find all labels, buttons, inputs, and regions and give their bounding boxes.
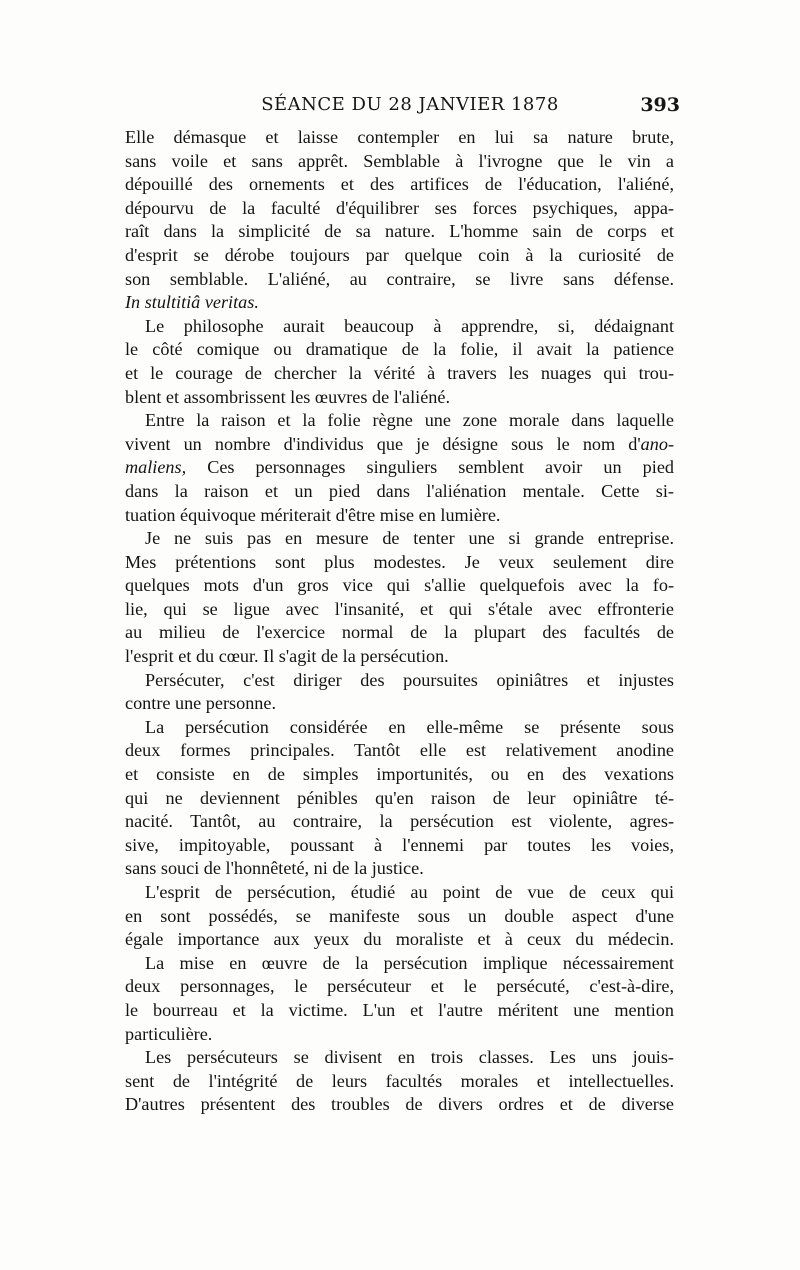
text-line — [125, 220, 674, 244]
text-run: tuation équivoque mériterait d'être mise en lumière. — [125, 504, 501, 525]
text-run: lie, qui se ligue avec l'insanité, et qui s'étale avec effronterie — [125, 598, 674, 619]
text-run: contre une personne. — [125, 693, 276, 714]
text-run: sive, impitoyable, poussant à l'ennemi par toutes les voies, — [125, 834, 674, 855]
text-run: et le courage de chercher la vérité à travers les nuages qui trou- — [125, 362, 674, 383]
running-title: SÉANCE DU 28 JANVIER 1878 — [261, 94, 559, 115]
running-head — [120, 94, 680, 124]
text-line — [125, 1093, 674, 1117]
text-run: le bourreau et la victime. L'un et l'autre méritent une mention — [125, 999, 674, 1020]
text-line — [125, 645, 674, 669]
text-run: en sont possédés, se manifeste sous un double aspect d'une — [125, 905, 674, 926]
text-run: Entre la raison et la folie règne une zone morale dans laquelle — [145, 410, 674, 431]
text-run: La persécution considérée en elle-même se présente sous — [145, 716, 674, 737]
text-line — [125, 952, 674, 976]
text-run: deux formes principales. Tantôt elle est relativement anodine — [125, 740, 674, 761]
text-line — [125, 150, 674, 174]
text-line — [125, 480, 674, 504]
text-run: sans souci de l'honnêteté, ni de la justice. — [125, 858, 424, 879]
text-line — [125, 763, 674, 787]
text-line — [125, 857, 674, 881]
text-run: dépourvu de la faculté d'équilibrer ses forces psychiques, appa- — [125, 197, 674, 218]
text-run: raît dans la simplicité de sa nature. L'homme sain de corps et — [125, 221, 674, 242]
text-run: quelques mots d'un gros vice qui s'allie quelquefois avec la fo- — [125, 575, 674, 596]
text-line — [125, 716, 674, 740]
text-line — [125, 315, 674, 339]
text-line — [125, 881, 674, 905]
text-run: Elle démasque et laisse contempler en lui sa nature brute, — [125, 127, 674, 147]
text-run: d'esprit se dérobe toujours par quelque coin à la curiosité de — [125, 244, 674, 265]
text-line — [125, 692, 674, 716]
text-run: vivent un nombre d'individus que je désigne sous le nom d' — [125, 433, 641, 454]
text-line — [125, 621, 674, 645]
text-line — [125, 1070, 674, 1094]
text-run: et consiste en de simples importunités, ou en des vexations — [125, 764, 674, 785]
text-line — [125, 433, 674, 457]
text-run: son semblable. L'aliéné, au contraire, se livre sans défense. — [125, 268, 674, 289]
text-line — [125, 739, 674, 763]
text-run: le côté comique ou dramatique de la folie, il avait la patience — [125, 339, 674, 360]
text-run: deux personnages, le persécuteur et le persécuté, c'est-à-dire, — [125, 976, 674, 997]
text-line — [125, 197, 674, 221]
text-line — [125, 574, 674, 598]
text-line — [125, 386, 674, 410]
text-line — [125, 905, 674, 929]
text-line — [125, 291, 674, 315]
text-run: D'autres présentent des troubles de divers ordres et de diverse — [125, 1094, 674, 1115]
text-run: au milieu de l'exercice normal de la plupart des facultés de — [125, 622, 674, 643]
text-run: Les persécuteurs se divisent en trois classes. Les uns jouis- — [145, 1047, 674, 1068]
text-line — [125, 126, 674, 150]
text-line — [125, 338, 674, 362]
text-run: nacité. Tantôt, au contraire, la persécution est violente, agres- — [125, 811, 674, 832]
text-run: sans voile et sans apprêt. Semblable à l'ivrogne que le vin a — [125, 150, 674, 171]
body-text — [125, 126, 674, 1117]
text-run: égale importance aux yeux du moraliste et à ceux du médecin. — [125, 929, 674, 950]
text-line — [125, 244, 674, 268]
text-run: particulière. — [125, 1023, 213, 1044]
text-line — [125, 362, 674, 386]
text-line — [125, 598, 674, 622]
text-line — [125, 975, 674, 999]
text-line — [125, 999, 674, 1023]
text-line — [125, 1023, 674, 1047]
text-run: sent de l'intégrité de leurs facultés morales et intellectuelles. — [125, 1070, 674, 1091]
text-line — [125, 834, 674, 858]
text-line — [125, 409, 674, 433]
text-line — [125, 810, 674, 834]
text-line — [125, 527, 674, 551]
text-line — [125, 928, 674, 952]
text-run: dans la raison et un pied dans l'aliénation mentale. Cette si- — [125, 480, 674, 501]
text-run: L'esprit de persécution, étudié au point de vue de ceux qui — [145, 882, 674, 902]
text-line — [125, 456, 674, 480]
text-line — [125, 504, 674, 528]
text-run: Mes prétentions sont plus modestes. Je veux seulement dire — [125, 551, 674, 572]
text-run: l'esprit et du cœur. Il s'agit de la persécution. — [125, 646, 449, 667]
text-run: La mise en œuvre de la persécution implique nécessairement — [145, 952, 674, 973]
text-run: dépouillé des ornements et des artifices de l'éducation, l'aliéné, — [125, 174, 674, 195]
text-run: Ces personnages singuliers semblent avoir un pied — [186, 457, 674, 478]
text-line — [125, 669, 674, 693]
text-line — [125, 787, 674, 811]
text-line — [125, 173, 674, 197]
text-line — [125, 268, 674, 292]
text-run: Le philosophe aurait beaucoup à apprendre, si, dédaignant — [145, 315, 674, 336]
text-line — [125, 551, 674, 575]
italic-text: ano- — [640, 433, 674, 454]
text-run: qui ne deviennent pénibles qu'en raison de leur opiniâtre té- — [125, 787, 674, 808]
text-run: Je ne suis pas en mesure de tenter une si grande entreprise. — [145, 528, 674, 549]
italic-text: In stultitiâ veritas. — [125, 292, 259, 313]
page-number: 393 — [640, 94, 680, 116]
text-run: blent et assombrissent les œuvres de l'aliéné. — [125, 386, 451, 407]
text-run: Persécuter, c'est diriger des poursuites opiniâtres et injustes — [145, 669, 674, 690]
italic-text: maliens, — [125, 457, 187, 478]
text-line — [125, 1046, 674, 1070]
